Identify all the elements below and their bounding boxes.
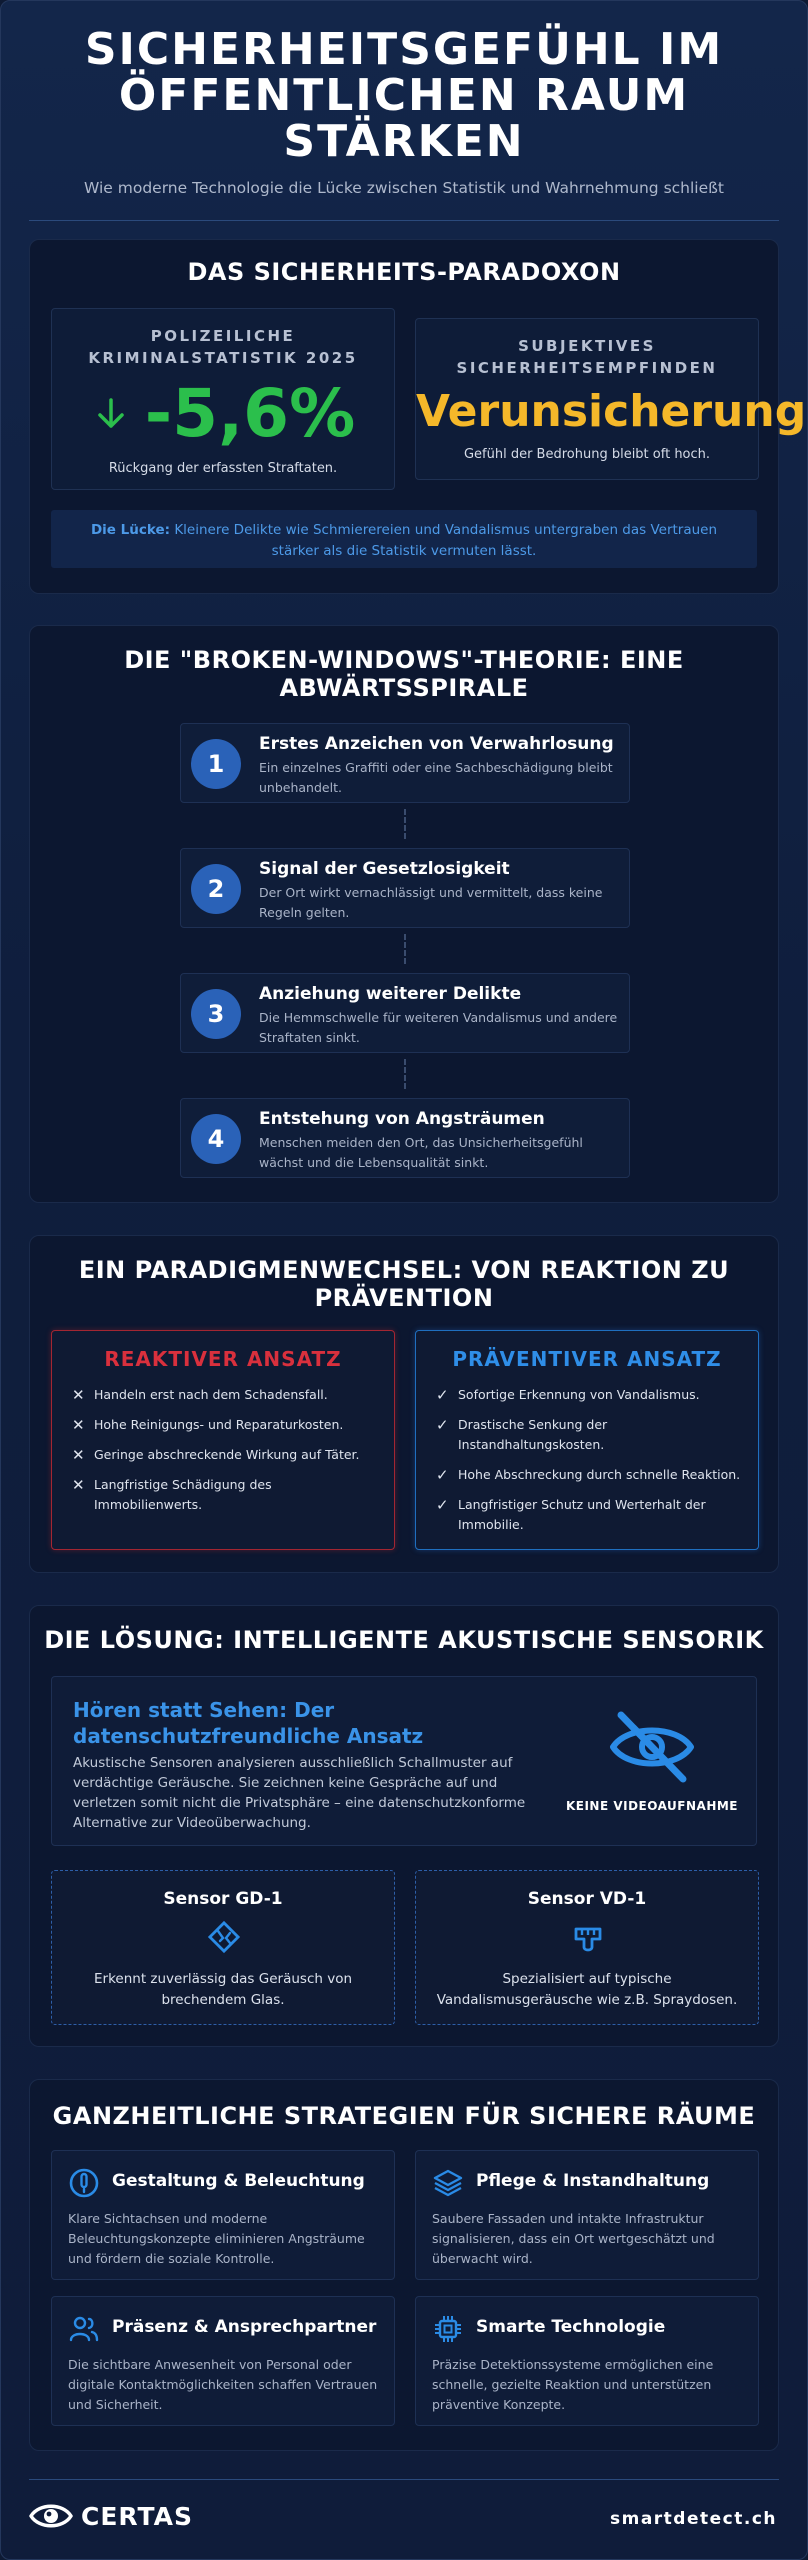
header-divider bbox=[29, 220, 779, 221]
strategy-title: Präsenz & Ansprechpartner bbox=[112, 2317, 377, 2337]
lightbulb-icon bbox=[68, 2167, 100, 2199]
list-item bbox=[436, 1385, 744, 1405]
list-item-text: Hohe Reinigungs- und Reparaturkosten. bbox=[94, 1417, 344, 1432]
paradox-section bbox=[29, 239, 807, 594]
statistic-box bbox=[51, 308, 395, 490]
list-item-text: Geringe abschreckende Wirkung auf Täter. bbox=[94, 1447, 360, 1462]
step-card bbox=[180, 1098, 630, 1178]
step-description: Die Hemmschwelle für weiteren Vandalismus und andere Straftaten sinkt. bbox=[259, 1010, 618, 1045]
solution-section bbox=[29, 1605, 779, 2047]
paradigm-section bbox=[29, 1235, 779, 1573]
step-description: Der Ort wirkt vernachlässigt und vermittelt, dass keine Regeln gelten. bbox=[259, 885, 603, 920]
sensor-name: Sensor VD-1 bbox=[527, 1889, 647, 1909]
footer-divider bbox=[29, 2479, 779, 2480]
intro-text: Akustische Sensoren analysieren ausschließlich Schallmuster auf verdächtige Geräusche. Sie zeichnen keine Gespräche auf und verletzen somit nicht die Privatsphäre – eine datenschutzkonforme Alternative zur Videoüberwachung. bbox=[73, 1755, 526, 1831]
sensor-card-gd1 bbox=[51, 1870, 395, 2025]
subjective-label: SUBJEKTIVES SICHERHEITSEMPFINDEN bbox=[456, 337, 718, 377]
sensor-card-vd1 bbox=[415, 1870, 759, 2025]
strategy-description: Präzise Detektionssysteme ermöglichen eine schnelle, gezielte Reaktion und unterstützen präventive Konzepte. bbox=[432, 2357, 714, 2412]
paradox-title: DAS SICHERHEITS-PARADOXON bbox=[187, 258, 621, 286]
statistic-value: -5,6% bbox=[144, 375, 356, 452]
sensor-name: Sensor GD-1 bbox=[163, 1889, 283, 1909]
subjective-box bbox=[415, 318, 807, 480]
step-connector bbox=[404, 809, 406, 839]
preventive-title: PRÄVENTIVER ANSATZ bbox=[452, 1347, 722, 1371]
check-icon: ✓ bbox=[436, 1386, 449, 1404]
brand-name: CERTAS bbox=[81, 2501, 194, 2531]
strategy-description: Saubere Fassaden und intakte Infrastruktur signalisieren, dass ein Ort wertgeschätzt und überwacht wird. bbox=[432, 2211, 715, 2266]
reactive-approach-card bbox=[51, 1330, 395, 1550]
step-connector bbox=[404, 1059, 406, 1089]
eye-slash-icon bbox=[607, 1707, 697, 1787]
strategy-title: Pflege & Instandhaltung bbox=[476, 2171, 710, 2191]
strategy-card bbox=[415, 2150, 759, 2280]
broken-glass-icon bbox=[206, 1919, 242, 1955]
eye-logo-icon bbox=[29, 2501, 73, 2531]
strategy-card bbox=[51, 2150, 395, 2280]
step-connector bbox=[404, 934, 406, 964]
list-item bbox=[72, 1475, 380, 1515]
list-item bbox=[72, 1385, 380, 1405]
list-item-text: Langfristiger Schutz und Werterhalt der Immobilie. bbox=[458, 1497, 706, 1532]
step-card bbox=[180, 848, 630, 928]
strategy-description: Die sichtbare Anwesenheit von Personal oder digitale Kontaktmöglichkeiten schaffen Vertrauen und Sicherheit. bbox=[68, 2357, 378, 2412]
list-item-text: Sofortige Erkennung von Vandalismus. bbox=[458, 1387, 700, 1402]
list-item-text: Hohe Abschreckung durch schnelle Reaktion. bbox=[458, 1467, 741, 1482]
gap-note bbox=[51, 510, 757, 568]
chip-icon bbox=[432, 2313, 464, 2345]
no-video-label: KEINE VIDEOAUFNAHME bbox=[565, 1799, 739, 1813]
footer-url[interactable]: smartdetect.ch bbox=[609, 2509, 777, 2529]
sensor-description: Spezialisiert auf typische Vandalismusgeräusche wie z.B. Spraydosen. bbox=[436, 1971, 738, 2008]
check-icon: ✓ bbox=[436, 1466, 449, 1484]
brand-logo bbox=[29, 2501, 193, 2531]
cross-icon: ✕ bbox=[72, 1476, 85, 1494]
strategies-section bbox=[29, 2079, 779, 2451]
sensor-intro-card bbox=[51, 1676, 757, 1846]
preventive-list bbox=[416, 1385, 758, 1535]
list-item bbox=[436, 1495, 744, 1535]
strategy-title: Smarte Technologie bbox=[476, 2317, 666, 2337]
statistic-caption: Rückgang der erfassten Straftaten. bbox=[108, 461, 338, 476]
paradigm-title: EIN PARADIGMENWECHSEL: VON REAKTION ZU PRÄVENTION bbox=[78, 1256, 730, 1312]
step-title: Anziehung weiterer Delikte bbox=[259, 984, 522, 1004]
step-card bbox=[180, 723, 630, 803]
check-icon: ✓ bbox=[436, 1416, 449, 1434]
strategies-title: GANZHEITLICHE STRATEGIEN FÜR SICHERE RÄUME bbox=[52, 2102, 756, 2130]
list-item bbox=[436, 1415, 744, 1455]
strategy-title: Gestaltung & Beleuchtung bbox=[112, 2171, 365, 2191]
intro-title: Hören statt Sehen: Der datenschutzfreundliche Ansatz bbox=[73, 1698, 424, 1748]
spray-can-icon bbox=[570, 1921, 606, 1957]
reactive-list bbox=[52, 1385, 394, 1515]
check-icon: ✓ bbox=[436, 1496, 449, 1514]
step-number: 3 bbox=[191, 989, 241, 1039]
cross-icon: ✕ bbox=[72, 1446, 85, 1464]
page-title: SICHERHEITSGEFÜHL IM ÖFFENTLICHEN RAUM STÄRKEN bbox=[84, 24, 724, 167]
list-item bbox=[436, 1465, 744, 1485]
statistic-value-row bbox=[52, 375, 394, 452]
cross-icon: ✕ bbox=[72, 1386, 85, 1404]
subjective-caption: Gefühl der Bedrohung bleibt oft hoch. bbox=[463, 447, 711, 462]
gap-lead: Die Lücke: bbox=[90, 522, 171, 538]
list-item-text: Langfristige Schädigung des Immobilienwerts. bbox=[94, 1477, 272, 1512]
strategy-card bbox=[415, 2296, 759, 2426]
step-description: Ein einzelnes Graffiti oder eine Sachbeschädigung bleibt unbehandelt. bbox=[259, 760, 613, 795]
step-number: 2 bbox=[191, 864, 241, 914]
step-title: Signal der Gesetzlosigkeit bbox=[259, 859, 510, 879]
arrow-down-icon bbox=[91, 394, 131, 434]
cross-icon: ✕ bbox=[72, 1416, 85, 1434]
people-icon bbox=[68, 2313, 100, 2345]
step-number: 4 bbox=[191, 1114, 241, 1164]
step-description: Menschen meiden den Ort, das Unsicherheitsgefühl wächst und die Lebensqualität sinkt. bbox=[259, 1135, 583, 1170]
strategy-description: Klare Sichtachsen und moderne Beleuchtungskonzepte eliminieren Angsträume und fördern die soziale Kontrolle. bbox=[68, 2211, 365, 2266]
subjective-value: Verunsicherung bbox=[416, 386, 807, 437]
gap-text: Kleinere Delikte wie Schmierereien und Vandalismus untergraben das Vertrauen stärker als die Statistik vermuten lässt. bbox=[174, 522, 718, 559]
sensor-description: Erkennt zuverlässig das Geräusch von brechendem Glas. bbox=[93, 1971, 353, 2008]
step-title: Erstes Anzeichen von Verwahrlosung bbox=[259, 734, 614, 754]
preventive-approach-card bbox=[415, 1330, 759, 1550]
strategy-card bbox=[51, 2296, 395, 2426]
list-item-text: Handeln erst nach dem Schadensfall. bbox=[94, 1387, 328, 1402]
header bbox=[1, 1, 807, 221]
list-item bbox=[72, 1415, 380, 1435]
statistic-label: POLIZEILICHE KRIMINALSTATISTIK 2025 bbox=[88, 327, 358, 367]
reactive-title: REAKTIVER ANSATZ bbox=[104, 1347, 342, 1371]
step-title: Entstehung von Angsträumen bbox=[259, 1109, 545, 1129]
solution-title: DIE LÖSUNG: INTELLIGENTE AKUSTISCHE SENSORIK bbox=[44, 1626, 764, 1654]
layers-icon bbox=[432, 2167, 464, 2199]
list-item-text: Drastische Senkung der Instandhaltungskosten. bbox=[458, 1417, 608, 1452]
broken-windows-section bbox=[29, 625, 779, 1203]
broken-windows-title: DIE "BROKEN-WINDOWS"-THEORIE: EINE ABWÄRTSSPIRALE bbox=[124, 646, 684, 702]
page-subtitle: Wie moderne Technologie die Lücke zwischen Statistik und Wahrnehmung schließt bbox=[84, 179, 724, 197]
step-number: 1 bbox=[191, 739, 241, 789]
step-card bbox=[180, 973, 630, 1053]
list-item bbox=[72, 1445, 380, 1465]
